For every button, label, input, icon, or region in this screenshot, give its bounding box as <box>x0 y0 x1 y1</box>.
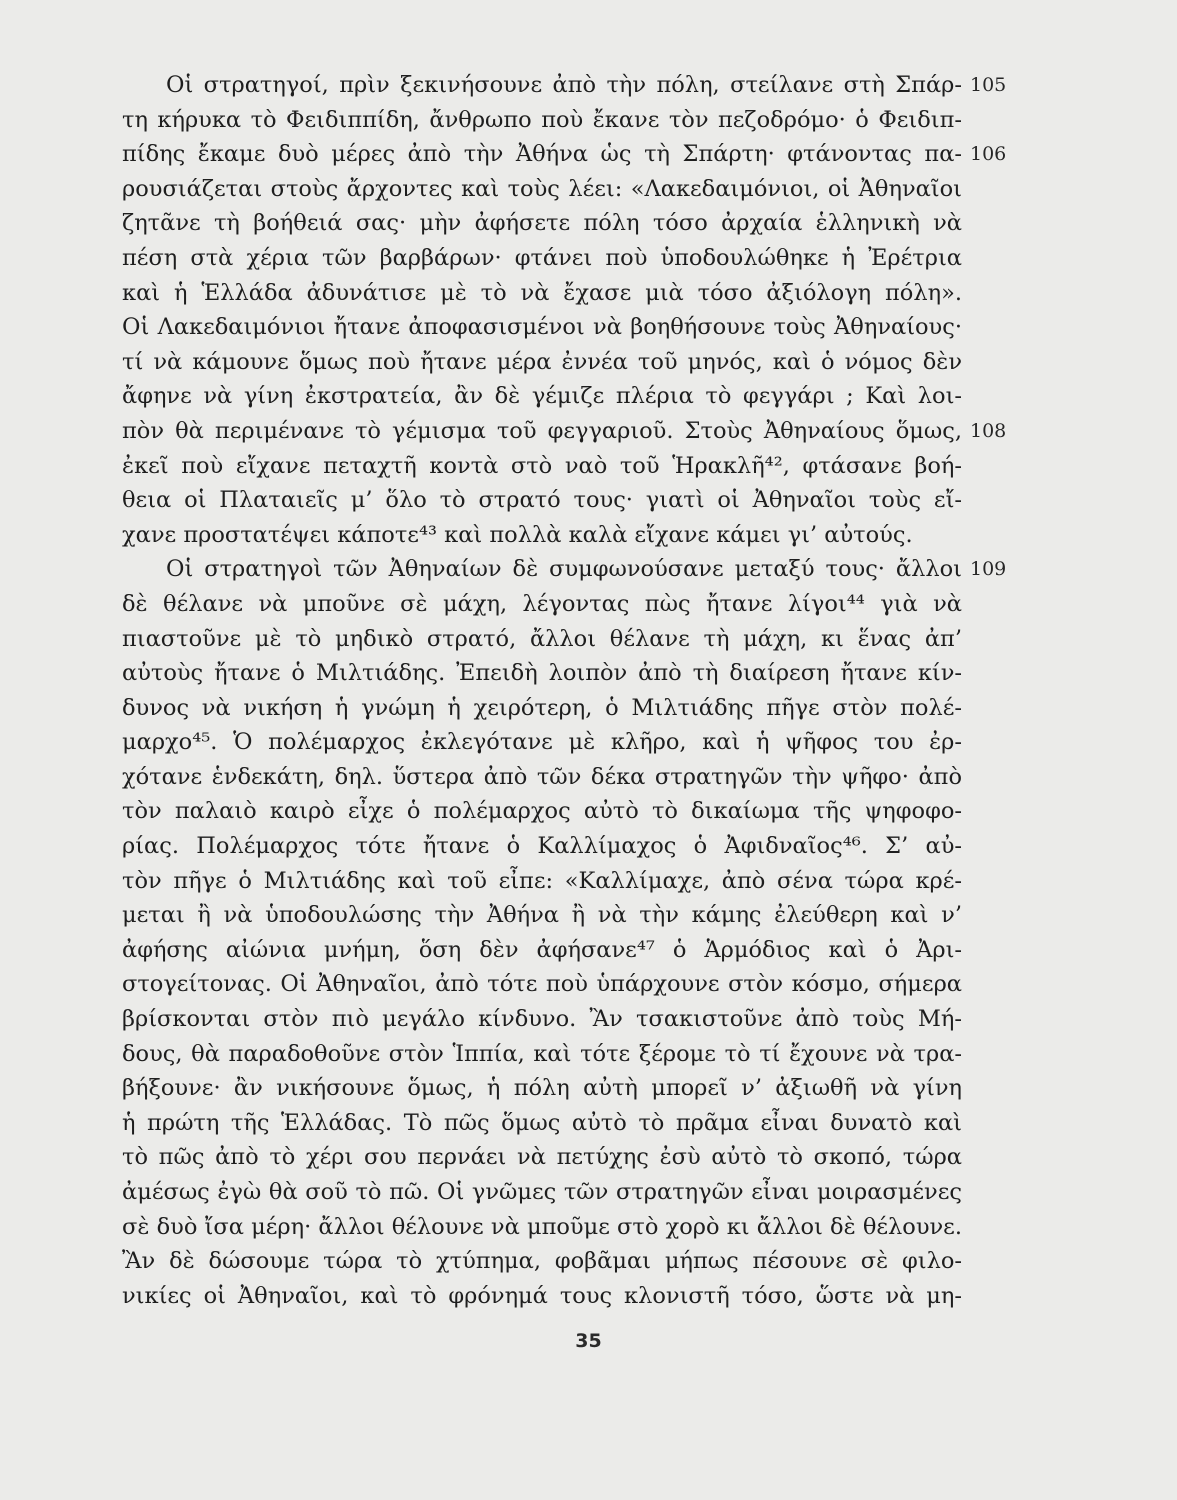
text-line <box>122 518 962 553</box>
text-line <box>122 1244 962 1279</box>
text-line <box>122 1175 962 1210</box>
text-line <box>122 864 962 899</box>
text-line <box>122 622 962 657</box>
line-text: χανε προστατέψει κάποτε⁴³ καὶ πολλὰ καλὰ εἴχανε κάμει γι’ αὐτούς. <box>122 521 913 548</box>
text-line <box>122 587 962 622</box>
text-line <box>122 276 962 311</box>
text-line <box>122 483 962 518</box>
line-text: ἐκεῖ ποὺ εἴχανε πεταχτῆ κοντὰ στὸ ναὸ τοῦ Ἡρακλῆ⁴², φτάσανε βοή- <box>122 452 962 479</box>
text-line <box>122 656 962 691</box>
text-line <box>122 829 962 864</box>
text-line <box>122 206 962 241</box>
text-line <box>122 1210 962 1245</box>
text-line <box>122 933 962 968</box>
text-line <box>122 172 962 207</box>
text-line <box>122 1071 962 1106</box>
line-text: πὸν θὰ περιμένανε τὸ γέμισμα τοῦ φεγγαριοῦ. Στοὺς Ἀθηναίους ὅμως, <box>122 417 962 444</box>
text-line <box>122 1037 962 1072</box>
text-line <box>122 379 962 414</box>
line-text: μεται ἢ νὰ ὑποδουλώσης τὴν Ἀθήνα ἢ νὰ τὴν κάμης ἐλεύθερη καὶ ν’ <box>122 902 962 929</box>
line-text: νικίες οἱ Ἀθηναῖοι, καὶ τὸ φρόνημά τους κλονιστῆ τόσο, ὥστε νὰ μη- <box>122 1282 962 1309</box>
line-text: τὸν πῆγε ὁ Μιλτιάδης καὶ τοῦ εἶπε: «Καλλίμαχε, ἀπὸ σένα τώρα κρέ- <box>122 867 962 894</box>
text-line <box>122 68 1007 103</box>
margin-section-number: 109 <box>970 558 1007 581</box>
line-text: πέση στὰ χέρια τῶν βαρβάρων· φτάνει ποὺ ὑποδουλώθηκε ἡ Ἐρέτρια <box>122 244 962 271</box>
text-line <box>122 345 962 380</box>
text-line <box>122 1106 962 1141</box>
text-line <box>122 760 962 795</box>
margin-section-number: 106 <box>970 143 1007 166</box>
text-line <box>122 137 1007 172</box>
page-number: 35 <box>575 1330 602 1352</box>
line-text: δυνος νὰ νικήση ἡ γνώμη ἡ χειρότερη, ὁ Μιλτιάδης πῆγε στὸν πολέ- <box>122 694 962 721</box>
line-text: βρίσκονται στὸν πιὸ μεγάλο κίνδυνο. Ἂν τσακιστοῦνε ἀπὸ τοὺς Μή- <box>122 1006 962 1033</box>
line-text: ρίας. Πολέμαρχος τότε ἤτανε ὁ Καλλίμαχος ὁ Ἀφιδναῖος⁴⁶. Σ’ αὐ- <box>122 833 962 860</box>
line-text: δὲ θέλανε νὰ μποῦνε σὲ μάχη, λέγοντας πὼς ἤτανε λίγοι⁴⁴ γιὰ νὰ <box>122 590 962 617</box>
line-text: ζητᾶνε τὴ βοήθειά σας· μὴν ἀφήσετε πόλη τόσο ἀρχαία ἑλληνικὴ νὰ <box>122 210 962 237</box>
text-line <box>122 691 962 726</box>
line-text: τη κήρυκα τὸ Φειδιππίδη, ἄνθρωπο ποὺ ἔκανε τὸν πεζοδρόμο· ὁ Φειδιπ- <box>122 106 962 133</box>
line-text: Οἱ Λακεδαιμόνιοι ἤτανε ἀποφασισμένοι νὰ βοηθήσουνε τοὺς Ἀθηναίους· <box>122 314 962 341</box>
line-text: πιαστοῦνε μὲ τὸ μηδικὸ στρατό, ἄλλοι θέλανε τὴ μάχη, κι ἕνας ἀπ’ <box>122 625 962 652</box>
text-line <box>122 1140 962 1175</box>
line-text: καὶ ἡ Ἑλλάδα ἀδυνάτισε μὲ τὸ νὰ ἔχασε μιὰ τόσο ἀξιόλογη πόλη». <box>122 279 962 306</box>
line-text: Οἱ στρατηγοὶ τῶν Ἀθηναίων δὲ συμφωνούσανε μεταξύ τους· ἄλλοι <box>166 556 962 583</box>
text-line <box>122 552 1007 587</box>
line-text: ἡ πρώτη τῆς Ἑλλάδας. Τὸ πῶς ὅμως αὐτὸ τὸ πρᾶμα εἶναι δυνατὸ καὶ <box>122 1109 962 1136</box>
text-line <box>122 103 962 138</box>
text-line <box>122 1002 962 1037</box>
text-line <box>122 310 962 345</box>
text-line <box>122 241 962 276</box>
text-line <box>122 967 962 1002</box>
line-text: πίδης ἔκαμε δυὸ μέρες ἀπὸ τὴν Ἀθήνα ὡς τὴ Σπάρτη· φτάνοντας πα- <box>122 141 962 168</box>
line-text: ρουσιάζεται στοὺς ἄρχοντες καὶ τοὺς λέει: «Λακεδαιμόνιοι, οἱ Ἀθηναῖοι <box>122 175 962 202</box>
line-text: Ἂν δὲ δώσουμε τώρα τὸ χτύπημα, φοβᾶμαι μήπως πέσουνε σὲ φιλο- <box>122 1248 962 1275</box>
line-text: στογείτονας. Οἱ Ἀθηναῖοι, ἀπὸ τότε ποὺ ὑπάρχουνε στὸν κόσμο, σήμερα <box>122 971 962 998</box>
line-text: τὸν παλαιὸ καιρὸ εἶχε ὁ πολέμαρχος αὐτὸ τὸ δικαίωμα τῆς ψηφοφο- <box>122 798 962 825</box>
line-text: τί νὰ κάμουνε ὅμως ποὺ ἤτανε μέρα ἐννέα τοῦ μηνός, καὶ ὁ νόμος δὲν <box>122 348 962 375</box>
line-text: χότανε ἑνδεκάτη, δηλ. ὕστερα ἀπὸ τῶν δέκα στρατηγῶν τὴν ψῆφο· ἀπὸ <box>122 763 962 790</box>
line-text: δους, θὰ παραδοθοῦνε στὸν Ἱππία, καὶ τότε ξέρομε τὸ τί ἔχουνε νὰ τρα- <box>122 1040 962 1067</box>
text-line <box>122 794 962 829</box>
text-line <box>122 414 1007 449</box>
line-text: θεια οἱ Πλαταιεῖς μ’ ὅλο τὸ στρατό τους· γιατὶ οἱ Ἀθηναῖοι τοὺς εἴ- <box>122 487 962 514</box>
line-text: αὐτοὺς ἤτανε ὁ Μιλτιάδης. Ἐπειδὴ λοιπὸν ἀπὸ τὴ διαίρεση ἤτανε κίν- <box>122 660 962 687</box>
text-line <box>122 898 962 933</box>
line-text: Οἱ στρατηγοί, πρὶν ξεκινήσουνε ἀπὸ τὴν πόλη, στείλανε στὴ Σπάρ- <box>166 72 962 98</box>
text-line <box>122 725 962 760</box>
line-text: ἀφήσης αἰώνια μνήμη, ὅση δὲν ἀφήσανε⁴⁷ ὁ Ἁρμόδιος καὶ ὁ Ἀρι- <box>122 936 962 963</box>
text-line <box>122 1279 962 1314</box>
line-text: βήξουνε· ἂν νικήσουνε ὅμως, ἡ πόλη αὐτὴ μπορεῖ ν’ ἀξιωθῆ νὰ γίνη <box>122 1075 962 1102</box>
margin-section-number: 108 <box>970 419 1007 442</box>
line-text: σὲ δυὸ ἴσα μέρη· ἄλλοι θέλουνε νὰ μποῦμε στὸ χορὸ κι ἄλλοι δὲ θέλουνε. <box>122 1213 962 1240</box>
line-text: τὸ πῶς ἀπὸ τὸ χέρι σου περνάει νὰ πετύχης ἐσὺ αὐτὸ τὸ σκοπό, τώρα <box>122 1144 962 1171</box>
line-text: ἄφηνε νὰ γίνη ἐκστρατεία, ἂν δὲ γέμιζε πλέρια τὸ φεγγάρι ; Καὶ λοι- <box>122 383 962 410</box>
body-text <box>122 68 1007 1313</box>
text-line <box>122 449 962 484</box>
margin-section-number: 105 <box>970 74 1007 96</box>
line-text: μαρχο⁴⁵. Ὁ πολέμαρχος ἐκλεγότανε μὲ κλῆρο, καὶ ἡ ψῆφος του ἐρ- <box>122 729 962 756</box>
line-text: ἀμέσως ἐγὼ θὰ σοῦ τὸ πῶ. Οἱ γνῶμες τῶν στρατηγῶν εἶναι μοιρασμένες <box>122 1179 962 1205</box>
